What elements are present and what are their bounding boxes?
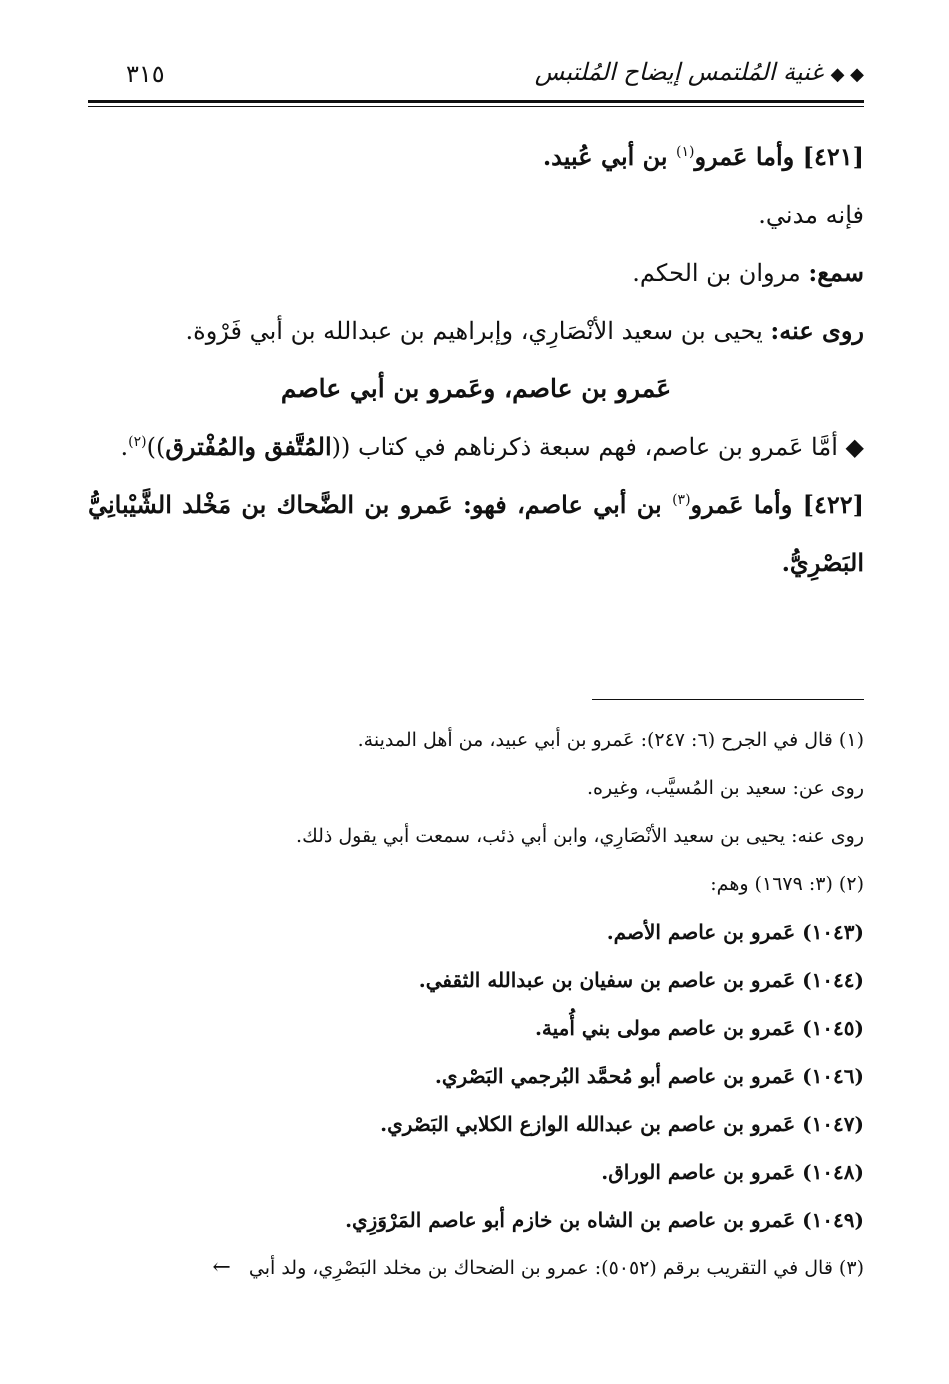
header-diamonds: ◆ ◆ xyxy=(830,64,864,85)
entry-422 xyxy=(88,476,864,592)
text: يحيى بن سعيد الأنْصَارِي، وإبراهيم بن عبدالله بن أبي فَرْوة. xyxy=(185,317,763,345)
page-number: ٣١٥ xyxy=(126,60,165,88)
text: مروان بن الحكم. xyxy=(632,259,801,287)
footnote-3-text: (٣) قال في التقريب برقم (٥٠٥٢): عمرو بن الضحاك بن مخلد البَصْرِي، ولد أبي xyxy=(248,1257,864,1279)
footnote-list-item: (١٠٤٩) عَمرو بن عاصم بن الشاه بن خازم أبو عاصم المَرْوَزِي. xyxy=(345,1208,864,1232)
book-page xyxy=(88,0,864,1384)
footnotes xyxy=(88,716,864,1292)
footnote-ref-3: (٣) xyxy=(672,492,691,508)
footnote-list-item: (١٠٤٣) عَمرو بن عاصم الأصم. xyxy=(606,920,864,944)
narrators-line xyxy=(88,302,864,360)
footnote-1-line-3: روى عنه: يحيى بن سعيد الأنْصَارِي، وابن أبي ذئب، سمعت أبي يقول ذلك. xyxy=(296,825,864,847)
footnote-3 xyxy=(88,1244,864,1292)
continue-arrow-icon: ← xyxy=(212,1255,231,1280)
header-rule-thin xyxy=(88,106,864,107)
entry-text: وأما عَمرو xyxy=(690,490,793,519)
footnote-ref-2: (٢) xyxy=(128,434,147,450)
text: أمَّا عَمرو بن عاصم، فهم سبعة ذكرناهم في كتاب (( xyxy=(331,433,838,461)
entry-421 xyxy=(88,128,864,186)
footnote-ref-1: (١) xyxy=(675,144,695,160)
entry-number: [٤٢٢] xyxy=(802,490,865,519)
footnote-1-line-2: روى عن: سعيد بن المُسيَّب، وغيره. xyxy=(586,777,864,799)
footnote-list-item: (١٠٤٦) عَمرو بن عاصم أبو مُحمَّد البُرجمي البَصْري. xyxy=(434,1064,864,1088)
footnote-list-item: (١٠٤٤) عَمرو بن عاصم بن سفيان بن عبدالله الثقفي. xyxy=(418,968,864,992)
header-rule xyxy=(88,100,864,103)
book-name: المُتَّفق والمُفْترق xyxy=(165,432,332,461)
header-title xyxy=(535,58,864,86)
section-heading: عَمرو بن عاصم، وعَمرو بن أبي عاصم xyxy=(280,374,672,403)
label: سمع: xyxy=(808,258,864,287)
footnote-separator xyxy=(592,699,864,700)
footnote-2-line-1: (٢) (٣: ١٦٧٩) وهم: xyxy=(710,873,864,895)
running-header xyxy=(88,58,864,98)
entry-text: بن أبي عُبيد. xyxy=(542,142,668,171)
origin-line: فإنه مدني. xyxy=(758,201,864,229)
entry-number: [٤٢١] xyxy=(802,142,864,171)
close-quote: )) xyxy=(146,433,166,461)
heard-from-line xyxy=(88,244,864,302)
footnote-list-item: (١٠٤٥) عَمرو بن عاصم مولى بني أُمية. xyxy=(534,1016,864,1040)
bullet-diamond: ◆ xyxy=(845,433,864,461)
period: . xyxy=(120,433,129,461)
main-text xyxy=(88,128,864,592)
footnote-list-item: (١٠٤٧) عَمرو بن عاصم بن عبدالله الوازع الكلابي البَصْري. xyxy=(380,1112,864,1136)
footnote-list-item: (١٠٤٨) عَمرو بن عاصم الوراق. xyxy=(601,1160,864,1184)
entry-text: بن أبي عاصم، فهو: عَمرو بن الضَّحاك بن مَخْلد الشَّيْبانِيُّ البَصْرِيُّ. xyxy=(88,490,864,577)
paragraph-amr-ibn-asim xyxy=(88,418,864,476)
label: روى عنه: xyxy=(770,316,864,345)
entry-text: وأما عَمرو xyxy=(694,142,795,171)
book-title: غنية المُلتمس إيضاح المُلتبس xyxy=(534,58,823,86)
footnote-1-line-1: (١) قال في الجرح (٦: ٢٤٧): عَمرو بن أبي عبيد، من أهل المدينة. xyxy=(357,729,864,751)
